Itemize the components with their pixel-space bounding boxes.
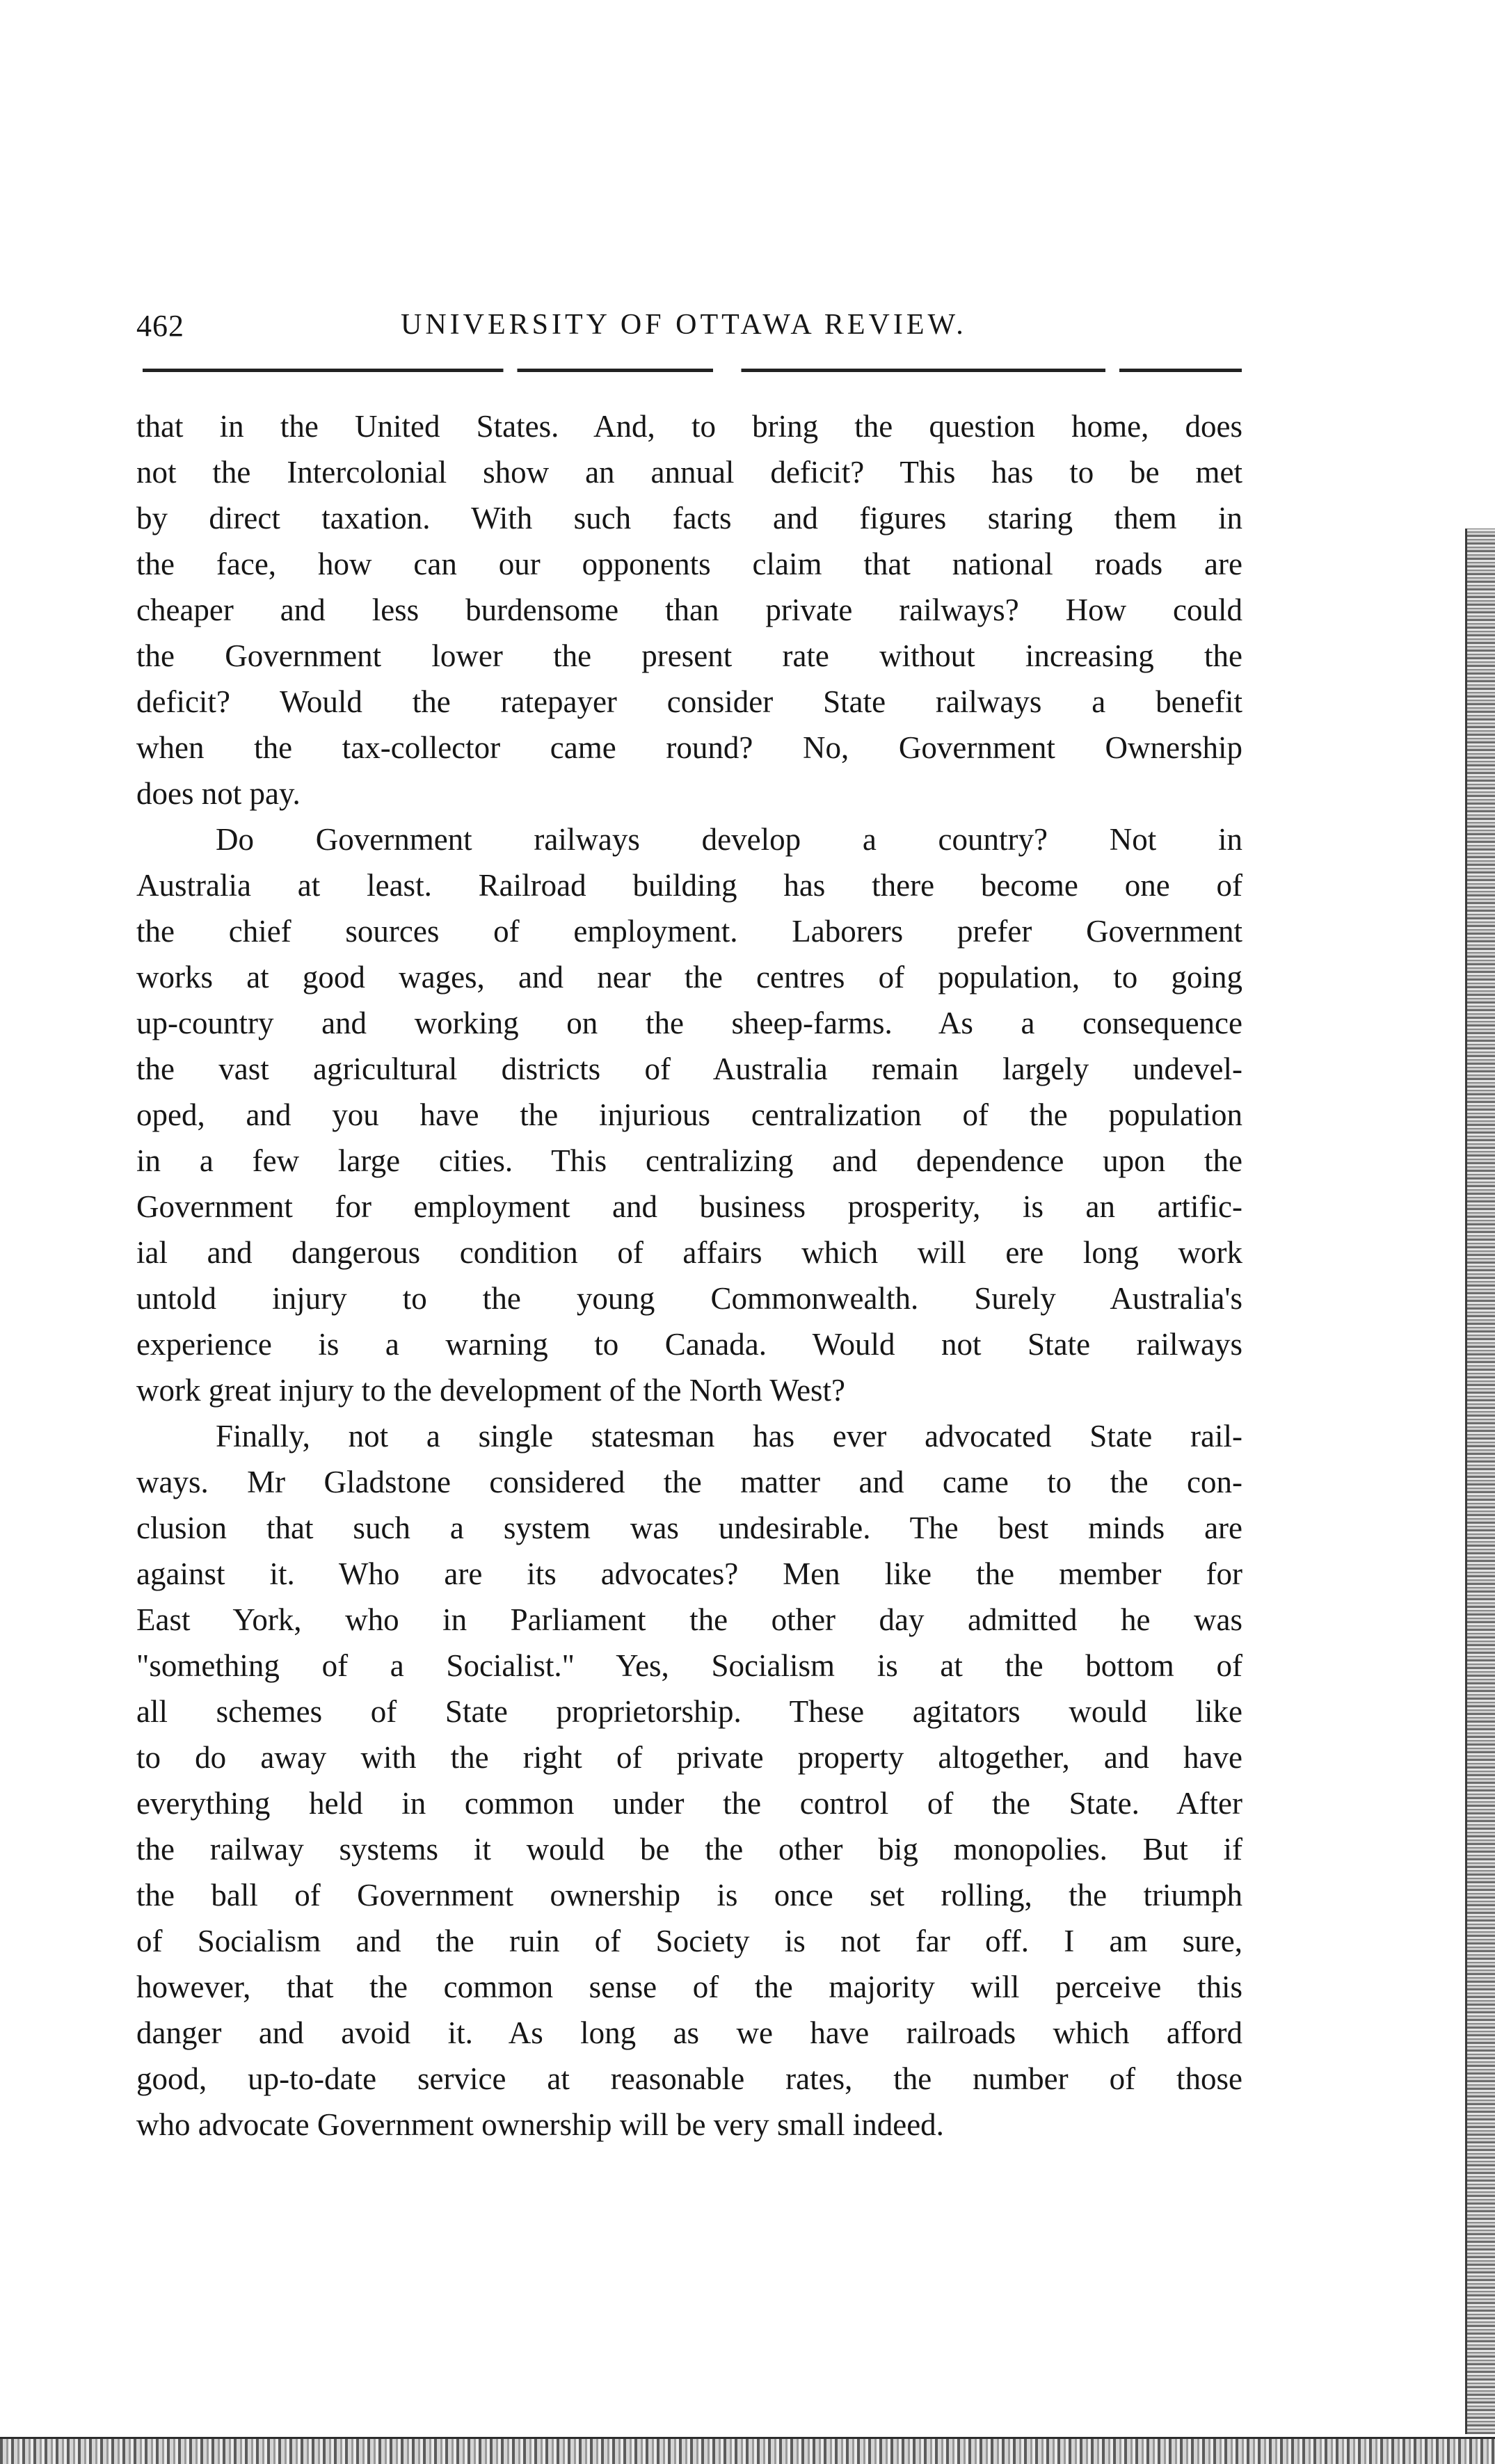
text-line: oped, and you have the injurious centralization of the population: [136, 1097, 1242, 1132]
header-rule: [143, 369, 1242, 372]
text-line: clusion that such a system was undesirable. The best minds are: [136, 1511, 1242, 1545]
text-line: work great injury to the development of the North West?: [136, 1373, 846, 1408]
article-body: [136, 403, 1242, 2148]
text-line: to do away with the right of private property altogether, and have: [136, 1740, 1242, 1775]
text-line: who advocate Government ownership will be very small indeed.: [136, 2107, 944, 2142]
text-line: danger and avoid it. As long as we have railroads which afford: [136, 2015, 1242, 2050]
text-line: that in the United States. And, to bring the question home, does: [136, 409, 1242, 444]
paragraph-first-line: Do Government railways develop a country? Not in: [216, 822, 1242, 857]
text-line: in a few large cities. This centralizing and dependence upon the: [136, 1143, 1242, 1178]
text-line: does not pay.: [136, 776, 301, 811]
text-line: ways. Mr Gladstone considered the matter and came to the con-: [136, 1465, 1242, 1499]
text-line: all schemes of State proprietorship. These agitators would like: [136, 1694, 1242, 1729]
text-line: East York, who in Parliament the other day admitted he was: [136, 1602, 1242, 1637]
page-number: 462: [136, 309, 184, 343]
text-line: ial and dangerous condition of affairs which will ere long work: [136, 1235, 1242, 1270]
text-line: deficit? Would the ratepayer consider State railways a benefit: [136, 684, 1242, 719]
text-line: the ball of Government ownership is once set rolling, the triumph: [136, 1878, 1242, 1913]
text-line: not the Intercolonial show an annual deficit? This has to be met: [136, 455, 1242, 490]
text-line: by direct taxation. With such facts and figures staring them in: [136, 501, 1242, 536]
text-line: good, up-to-date service at reasonable rates, the number of those: [136, 2061, 1242, 2096]
text-line: Australia at least. Railroad building has there become one of: [136, 868, 1242, 903]
text-line: works at good wages, and near the centres of population, to going: [136, 960, 1242, 995]
page-bottom-border: [0, 2437, 1495, 2464]
text-line: Government for employment and business prosperity, is an artific-: [136, 1189, 1242, 1224]
text-line: when the tax-collector came round? No, Government Ownership: [136, 730, 1242, 765]
text-line: of Socialism and the ruin of Society is not far off. I am sure,: [136, 1924, 1242, 1958]
text-line: however, that the common sense of the majority will perceive this: [136, 1970, 1242, 2004]
text-line: everything held in common under the control of the State. After: [136, 1786, 1242, 1821]
journal-title: UNIVERSITY OF OTTAWA REVIEW.: [401, 309, 967, 341]
text-line: the face, how can our opponents claim that national roads are: [136, 547, 1242, 581]
text-line: the vast agricultural districts of Australia remain largely undevel-: [136, 1052, 1242, 1086]
text-line: untold injury to the young Commonwealth. Surely Australia's: [136, 1281, 1242, 1316]
text-line: the railway systems it would be the other big monopolies. But if: [136, 1832, 1242, 1867]
text-line: "something of a Socialist." Yes, Socialism is at the bottom of: [136, 1648, 1242, 1683]
text-line: cheaper and less burdensome than private railways? How could: [136, 593, 1242, 627]
paragraph-first-line: Finally, not a single statesman has ever advocated State rail-: [216, 1419, 1242, 1454]
text-line: the chief sources of employment. Laborers prefer Government: [136, 914, 1242, 949]
text-line: experience is a warning to Canada. Would not State railways: [136, 1327, 1242, 1362]
running-head: [136, 308, 1249, 357]
text-line: against it. Who are its advocates? Men like the member for: [136, 1556, 1242, 1591]
page-edge-border: [1465, 529, 1495, 2434]
text-line: up-country and working on the sheep-farms. As a consequence: [136, 1006, 1242, 1040]
text-line: the Government lower the present rate without increasing the: [136, 638, 1242, 673]
